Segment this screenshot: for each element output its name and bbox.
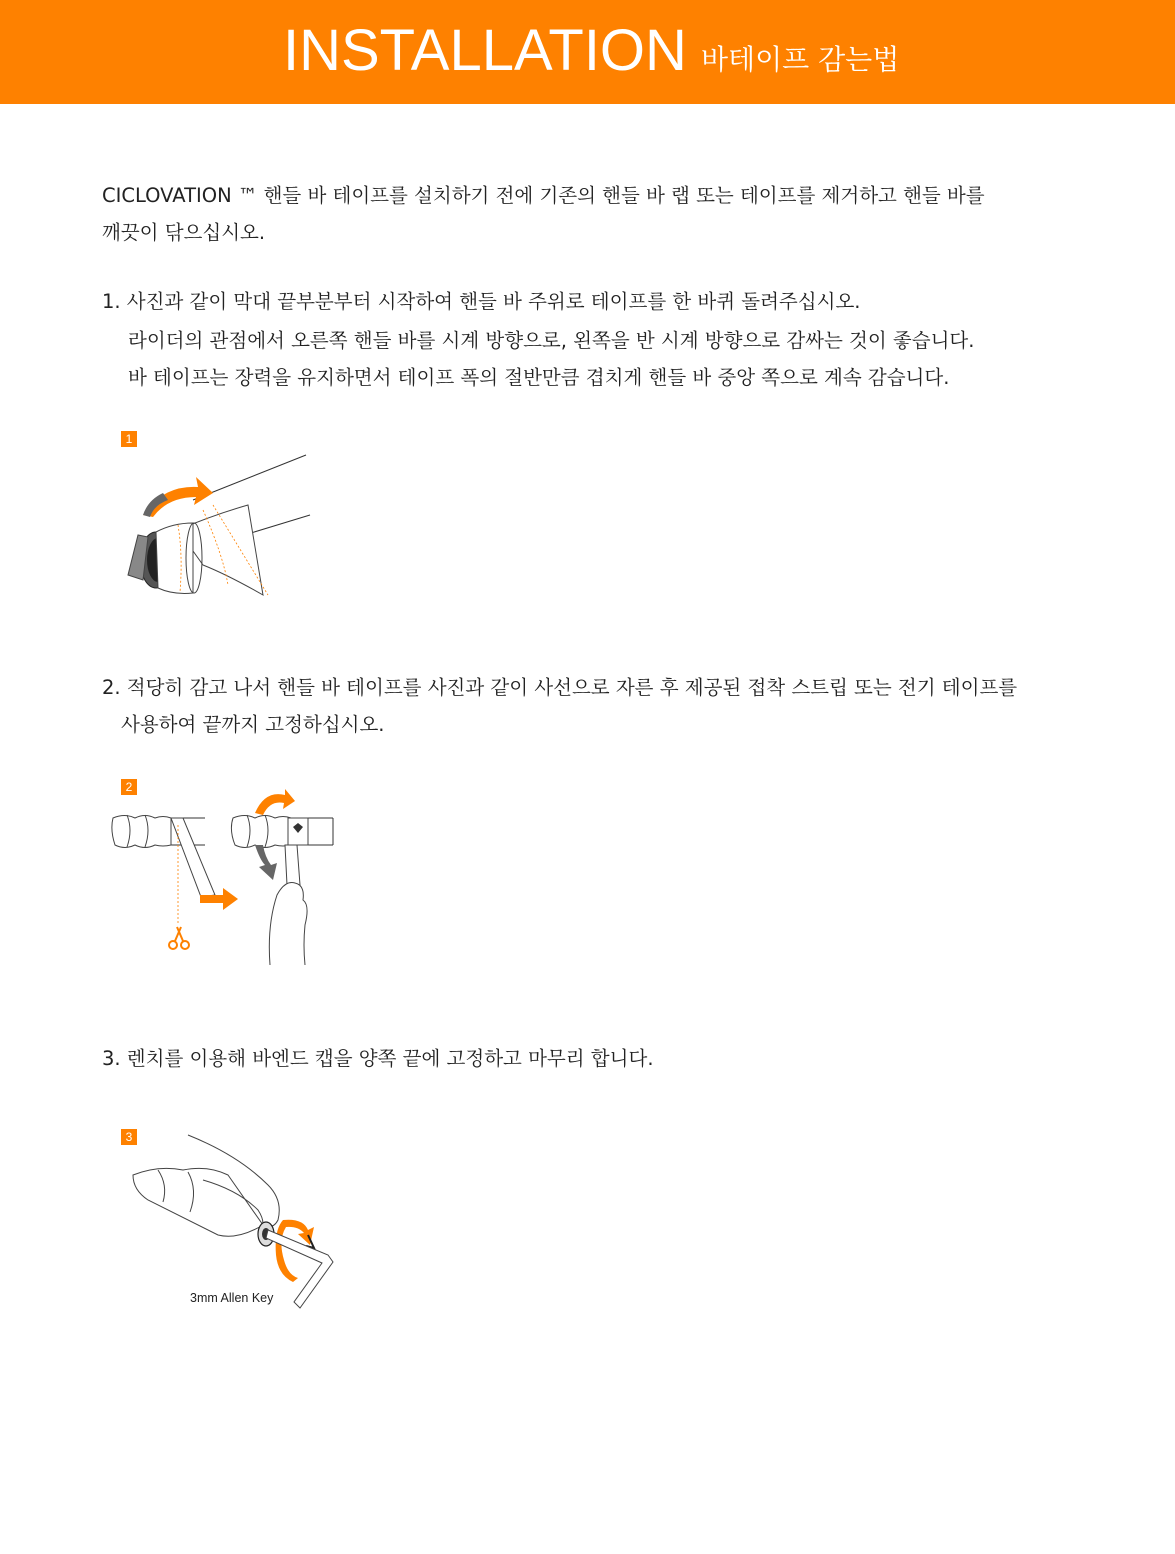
step2-badge: 2 — [121, 779, 137, 795]
header-banner — [0, 0, 1175, 104]
step1-line-1: 1. 사진과 같이 막대 끝부분부터 시작하여 핸들 바 주위로 테이프를 한 바퀴 돌려주십시오. — [102, 290, 861, 313]
step1-badge: 1 — [121, 431, 137, 447]
step2-line-2: 사용하여 끝까지 고정하십시오. — [121, 713, 385, 736]
step3-badge: 3 — [121, 1129, 137, 1145]
step1-line-3: 바 테이프는 장력을 유지하면서 테이프 폭의 절반만큼 겹치게 핸들 바 중앙 쪽으로 계속 감습니다. — [128, 366, 950, 389]
tape-wrap-start-illustration — [118, 445, 318, 605]
bar-end-cap-illustration — [128, 1130, 343, 1310]
page-subtitle: 바테이프 감는법 — [701, 43, 900, 76]
step2-line-1: 2. 적당히 감고 나서 핸들 바 테이프를 사진과 같이 사선으로 자른 후 제공된 접착 스트립 또는 전기 테이프를 — [102, 676, 1018, 699]
page-title: INSTALLATION — [283, 18, 687, 83]
step3-line-1: 3. 렌치를 이용해 바엔드 캡을 양쪽 끝에 고정하고 마무리 합니다. — [102, 1047, 654, 1070]
cut-and-secure-illustration — [105, 785, 340, 970]
allen-key-caption: 3mm Allen Key — [190, 1291, 274, 1305]
intro-line-1: CICLOVATION ™ 핸들 바 테이프를 설치하기 전에 기존의 핸들 바 랩 또는 테이프를 제거하고 핸들 바를 — [102, 184, 985, 207]
step1-line-2: 라이더의 관점에서 오른쪽 핸들 바를 시계 방향으로, 왼쪽을 반 시계 방향으로 감싸는 것이 좋습니다. — [128, 329, 975, 352]
intro-line-2: 깨끗이 닦으십시오. — [102, 221, 266, 244]
